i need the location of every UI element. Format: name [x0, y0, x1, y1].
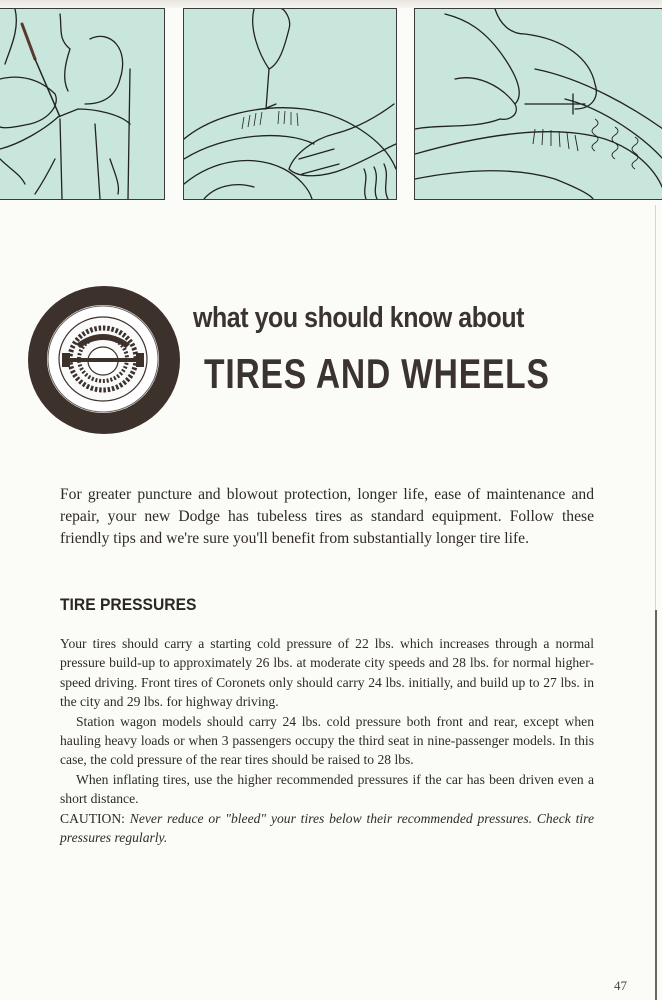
- paragraph-station-wagon: Station wagon models should carry 24 lbs. cold pressure both front and rear, except when hauling heavy loads or when 3 passengers occupy the third seat in nine-passenger models. In this case, the cold pressure of the rear tires should be raised to 28 lbs.: [60, 713, 594, 768]
- illustration-probing-puncture: [0, 8, 165, 200]
- section-title-tire-pressures: TIRE PRESSURES: [60, 595, 197, 614]
- illustration-trimming-plug: [414, 8, 662, 200]
- caution-text: Never reduce or "bleed" your tires below their recommended pressures. Check tire pressures regularly.: [60, 810, 594, 846]
- caution-paragraph: [60, 809, 594, 848]
- page-top-edge: [0, 0, 662, 8]
- header-subtitle: what you should know about: [193, 302, 525, 334]
- hand-tool-illustration-icon: [0, 9, 164, 199]
- illustration-inserting-plug: [183, 8, 397, 200]
- paragraph-cold-pressure: Your tires should carry a starting cold pressure of 22 lbs. which increases through a normal pressure build-up to approximately 26 lbs. at moderate city speeds and 28 lbs. for normal higher-speed driving. Front tires of Coronets only should carry 24 lbs. initially, and build up to 27 lbs. in the city and 29 lbs. for highway driving.: [60, 636, 594, 710]
- tire-pressures-body: [60, 634, 594, 847]
- paragraph-inflating: When inflating tires, use the higher recommended pressures if the car has been driven even a short distance.: [60, 771, 594, 807]
- tire-plug-illustration-icon: [184, 9, 396, 199]
- page-edge-shadow: [655, 610, 657, 1000]
- intro-paragraph: For greater puncture and blowout protection, longer life, ease of maintenance and repair, your new Dodge has tubeless tires as standard equipment. Follow these friendly tips and we're sure you'll benefit from substantially longer tire life.: [60, 486, 594, 547]
- wheel-icon: [26, 284, 182, 436]
- caution-label: CAUTION:: [60, 810, 125, 826]
- trim-plug-illustration-icon: [415, 9, 662, 199]
- page-number: 47: [614, 978, 627, 993]
- page-title: TIRES AND WHEELS: [204, 350, 550, 397]
